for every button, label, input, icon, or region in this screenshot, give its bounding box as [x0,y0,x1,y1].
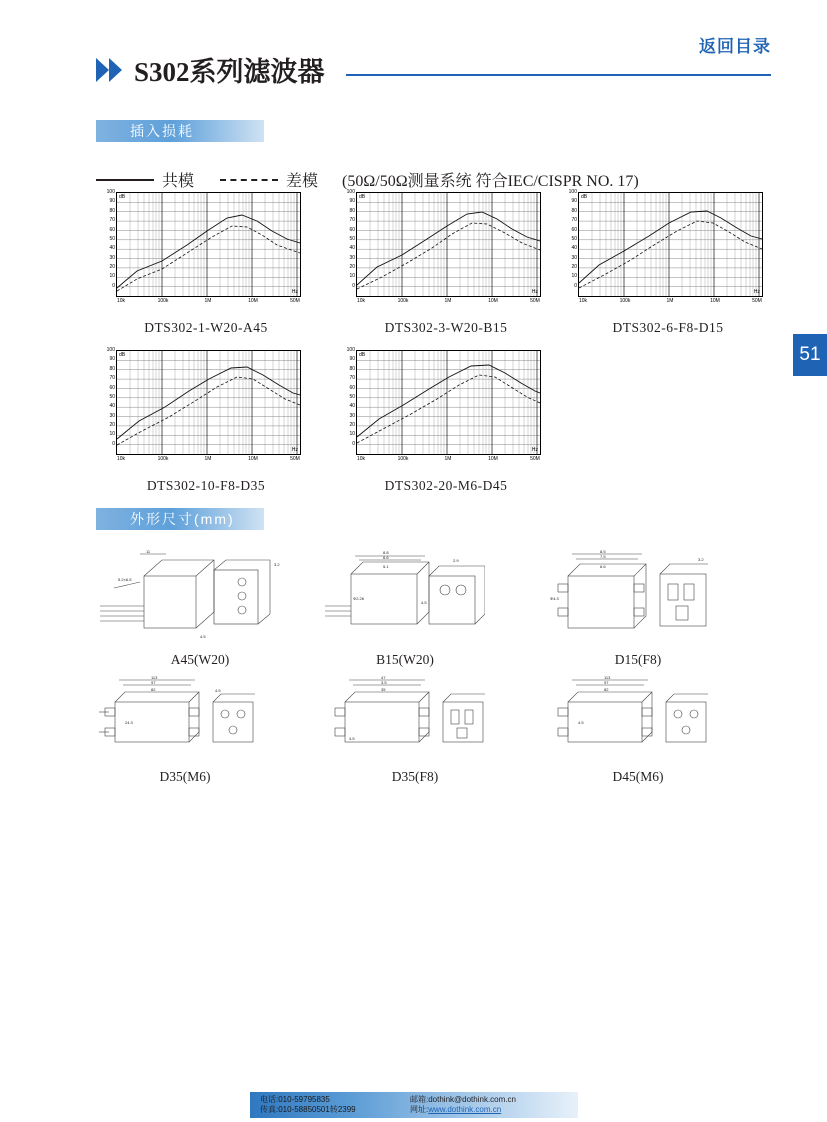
drawing-caption: D15(F8) [614,652,662,667]
chart-dts302-3-w20-b15 [340,189,550,335]
footer-email-label: 邮箱: [410,1095,429,1104]
chart-legend [96,168,746,190]
svg-text:7.5: 7.5 [600,554,606,559]
chart-plot-area: dB Hz 100 90 80 70 60 50 40 30 20 10 0 10k 100k 1M 10M 50M [116,350,301,455]
chart-caption: DTS302-10-F8-D35 [146,478,266,493]
drawing-caption: D35(F8) [391,769,439,784]
chart-y-unit: dB [359,194,366,200]
chart-caption: DTS302-20-M6-D45 [384,478,508,493]
chart-dts302-20-m6-d45 [340,347,550,493]
page-title: S302系列滤波器 [134,57,325,87]
svg-text:82: 82 [604,687,609,692]
drawing-d35-m6 [95,674,255,784]
svg-text:8.5: 8.5 [600,549,606,554]
chart-y-unit: dB [359,352,366,358]
svg-text:4.5: 4.5 [578,720,584,725]
svg-text:3.2: 3.2 [274,562,280,567]
footer-website-label: 网址: [410,1105,429,1114]
chart-dts302-10-f8-d35 [100,347,310,493]
chart-caption: DTS302-6-F8-D15 [612,320,724,335]
footer-email-value[interactable]: dothink@dothink.com.cn [428,1095,516,1104]
legend-solid-line-icon [96,179,154,181]
svg-text:5.2×6.5: 5.2×6.5 [118,577,132,582]
svg-text:82: 82 [151,687,156,692]
svg-text:4.5: 4.5 [349,736,355,741]
page-number-tab: 51 [793,334,827,376]
svg-text:Φ2.26: Φ2.26 [353,596,364,601]
drawing-caption: B15(W20) [376,652,434,667]
legend-common-mode-label: 共模 [162,173,195,190]
footer-website-row [410,1105,570,1115]
chart-y-axis-labels: 100 90 80 70 60 50 40 30 20 10 0 [568,189,577,289]
drawing-caption: D45(M6) [612,769,664,784]
chart-y-axis-labels: 100 90 80 70 60 50 40 30 20 10 0 [346,347,355,447]
svg-text:113: 113 [604,675,611,680]
drawing-caption: D35(M6) [159,769,211,784]
svg-text:35: 35 [381,687,386,692]
title-divider [346,74,771,76]
footer-online-block [410,1095,570,1115]
svg-text:47: 47 [381,675,386,680]
svg-text:5.1: 5.1 [383,564,389,569]
chart-y-unit: dB [119,352,126,358]
back-to-contents-link[interactable]: 返回目录 [699,37,771,56]
svg-text:113: 113 [151,675,158,680]
drawing-caption: A45(W20) [170,652,230,667]
chart-x-unit: Hz [291,447,298,453]
svg-text:6.6: 6.6 [383,555,389,560]
chart-x-unit: Hz [531,447,538,453]
footer-website-link[interactable]: www.dothink.com.cn [428,1105,502,1114]
legend-differential-mode-label: 差模 [286,173,319,190]
chart-dts302-6-f8-d15 [562,189,772,335]
svg-text:3.5: 3.5 [381,680,387,685]
svg-text:2.9: 2.9 [453,558,459,563]
drawing-d15-f8 [548,548,708,667]
drawing-d45-m6 [548,674,708,784]
svg-text:Φ4.3: Φ4.3 [550,596,559,601]
chart-plot-area: dB Hz 100 90 80 70 60 50 40 30 20 10 0 10k 100k 1M 10M 50M [356,350,541,455]
svg-text:11: 11 [146,549,151,554]
chart-x-unit: Hz [531,289,538,295]
chart-x-unit: Hz [291,289,298,295]
svg-text:4.5: 4.5 [200,634,206,639]
chart-plot-area: dB Hz 100 90 80 70 60 50 40 30 20 10 0 10k 100k 1M 10M 50M [116,192,301,297]
svg-text:24.3: 24.3 [125,720,133,725]
svg-text:3.2: 3.2 [698,557,704,562]
footer-email-row [410,1095,570,1105]
drawing-b15-w20 [325,548,485,667]
legend-measurement-note: (50Ω/50Ω测量系统 符合IEC/CISPR NO. 17) [342,173,639,190]
svg-text:6.6: 6.6 [600,564,606,569]
chart-y-axis-labels: 100 90 80 70 60 50 40 30 20 10 0 [106,347,115,447]
chart-caption: DTS302-1-W20-A45 [144,320,268,335]
chart-caption: DTS302-3-W20-B15 [384,320,508,335]
chart-x-unit: Hz [753,289,760,295]
footer-contact-bar [250,1092,578,1118]
section-header-dimensions: 外形尺寸(mm) [96,508,264,530]
drawing-d35-f8 [325,674,485,784]
svg-text:4.5: 4.5 [421,600,427,605]
chart-plot-area: dB Hz 100 90 80 70 60 50 40 30 20 10 0 10k 100k 1M 10M 50M [356,192,541,297]
footer-tel: 电话:010-59795835 [260,1095,330,1104]
chart-y-unit: dB [119,194,126,200]
svg-text:8.8: 8.8 [383,550,389,555]
chart-y-unit: dB [581,194,588,200]
legend-dashed-line-icon [220,179,278,181]
section-header-insertion-loss: 插入损耗 [96,120,264,142]
chart-y-axis-labels: 100 90 80 70 60 50 40 30 20 10 0 [106,189,115,289]
svg-text:4.5: 4.5 [215,688,221,693]
footer-fax: 传真:010-58850501转2399 [260,1105,356,1114]
footer-phone-block [260,1095,410,1115]
chart-y-axis-labels: 100 90 80 70 60 50 40 30 20 10 0 [346,189,355,289]
double-chevron-icon [96,58,130,82]
svg-text:97: 97 [604,680,609,685]
chart-dts302-1-w20-a45 [100,189,310,335]
svg-text:97: 97 [151,680,156,685]
page-title-row [96,52,771,86]
chart-plot-area: dB Hz 100 90 80 70 60 50 40 30 20 10 0 10k 100k 1M 10M 50M [578,192,763,297]
drawing-a45-w20 [100,548,290,667]
